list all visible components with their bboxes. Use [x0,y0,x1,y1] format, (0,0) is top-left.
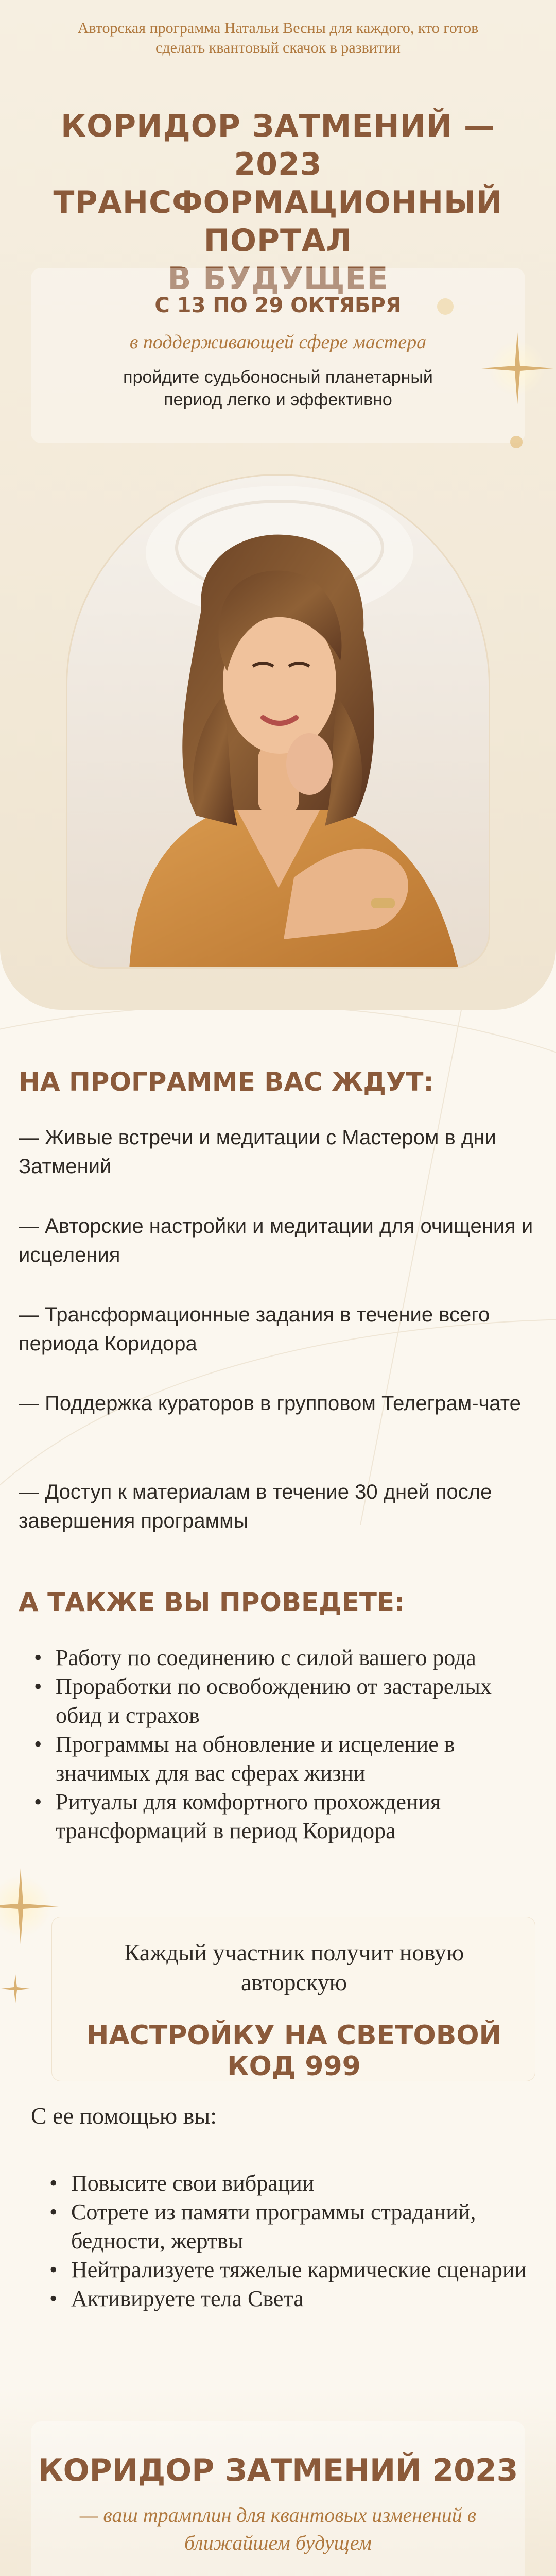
author-portrait [66,474,490,969]
list-item: • Повысите свои вибрации [46,2169,530,2198]
helps-list [46,2169,530,2313]
hero-title-line: КОРИДОР ЗАТМЕНИЙ — 2023 [61,108,495,182]
helps-lead: С ее помощью вы: [31,2103,217,2129]
corridor-title: КОРИДОР ЗАТМЕНИЙ 2023 [38,2452,518,2488]
also-section-title: А ТАКЖЕ ВЫ ПРОВЕДЕТЕ: [19,1587,405,1617]
sparkle-icon [479,330,556,407]
sparkle-icon [0,1973,31,2004]
hero-section [0,0,556,1010]
corridor-subtitle: — ваш трамплин для квантовых изменений в ближайшем будущем [79,2503,477,2554]
code-lead-text: Каждый участник получит новую авторскую [124,1939,464,1995]
sparkle-icon [435,296,456,317]
hero-dates-card [31,268,525,443]
code-highlight: НАСТРОЙКУ НА СВЕТОВОЙ КОД 999 [86,2020,502,2082]
program-item: — Поддержка кураторов в групповом Телеграм-чате [19,1392,521,1415]
program-item: — Трансформационные задания в течение всего периода Коридора [19,1303,490,1355]
light-code-card [51,1917,535,2081]
list-item: • Ритуалы для комфортного прохождения трансформаций в период Коридора [31,1788,515,1845]
program-dates: С 13 ПО 29 ОКТЯБРЯ [154,294,402,317]
program-item: — Доступ к материалам в течение 30 дней после завершения программы [19,1481,492,1532]
list-item: • Сотрете из памяти программы страданий, бедности, жертвы [46,2198,530,2256]
program-section-title: НА ПРОГРАММЕ ВАС ЖДУТ: [19,1067,434,1097]
sparkle-icon [507,433,526,451]
list-item: • Активируете тела Света [46,2284,530,2313]
hero-description: пройдите судьбоносный планетарный период легко и эффективно [123,367,433,410]
hero-title-line: В БУДУЩЕЕ [167,261,389,297]
list-item: • Нейтрализуете тяжелые кармические сценарии [46,2256,530,2284]
list-item: • Проработки по освобождению от застарелых обид и страхов [31,1672,515,1730]
program-item: — Авторские настройки и медитации для очищения и исцеления [19,1215,533,1266]
program-item: — Живые встречи и медитации с Мастером в дни Затмений [19,1126,496,1178]
list-item: • Программы на обновление и исцеление в значимых для вас сферах жизни [31,1730,515,1788]
hero-subtitle: Авторская программа Натальи Весны для каждого, кто готов сделать квантовый скачок в развитии [77,20,479,56]
corridor-card [31,2421,525,2576]
hero-title-line: ТРАНСФОРМАЦИОННЫЙ ПОРТАЛ [53,184,503,259]
list-item: • Работу по соединению с силой вашего рода [31,1643,515,1672]
also-list [31,1643,515,1845]
hero-sphere-text: в поддерживающей сфере мастера [129,331,427,353]
